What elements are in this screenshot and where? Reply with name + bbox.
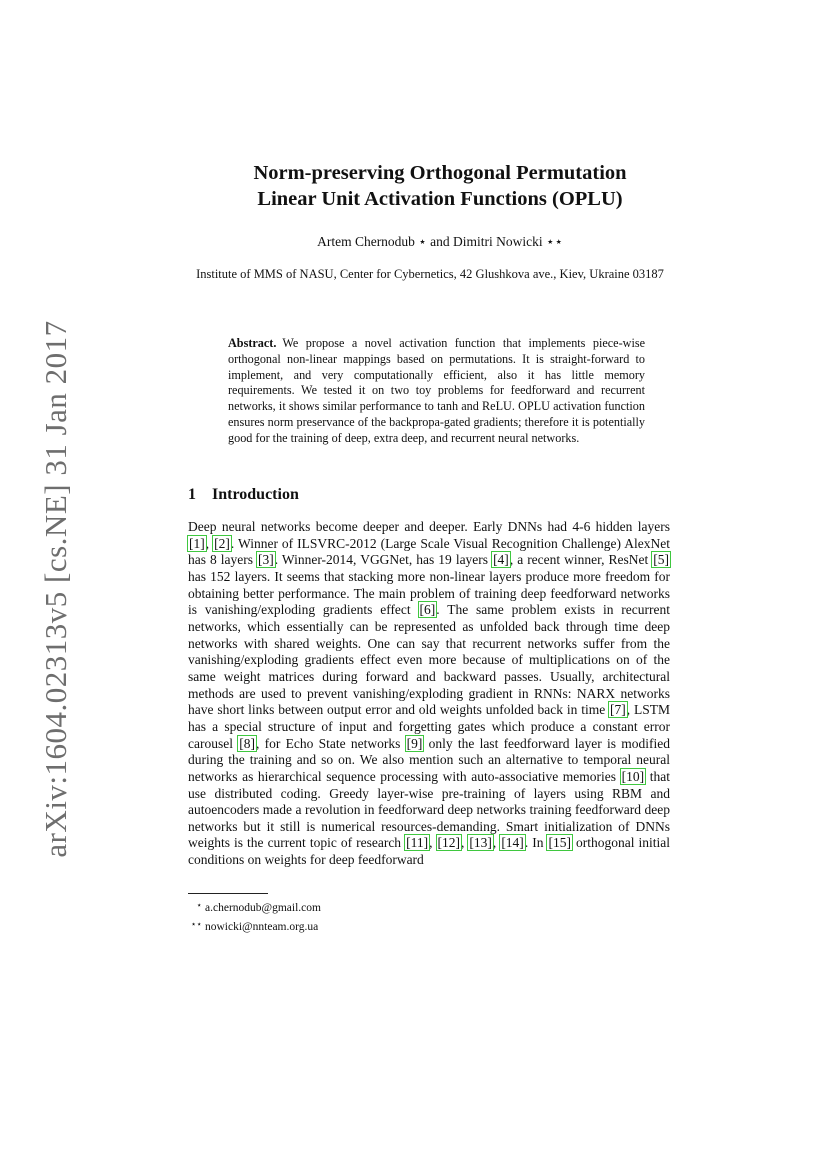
section-title: Introduction [212,486,299,503]
citation-link[interactable]: [9] [406,735,423,751]
intro-text: , LSTM has a special structure of input and forgetting gates which produce a constant error carousel [188,702,670,751]
citation-link[interactable]: [7] [610,702,626,718]
citation-link[interactable]: [15] [548,835,571,851]
citation-link[interactable]: [11] [406,835,429,851]
footnotes [188,898,321,935]
footnote-1 [188,898,321,917]
footnote-mark: ⋆⋆ [190,918,202,929]
intro-text: orthogonal initial conditions on weights for deep feedforward [188,835,671,868]
affiliation: Institute of MMS of NASU, Center for Cybernetics, 42 Glushkova ave., Kiev, Ukraine 03187 [196,267,664,281]
citation-link[interactable]: [1] [189,535,205,551]
abstract-heading: Abstract. [228,336,277,350]
footnote-2 [188,917,321,936]
section-heading [188,486,299,504]
abstract-text: We propose a novel activation function that implements piece-wise orthogonal non-linear mappings based on permutations. It is straight-forward to implement, and very computationally efficient, also it has little memory requirements. We tested it on two toy problems for feedforward and recurrent networks, it shows similar performance to tanh and ReLU. OPLU activation function ensures norm preservance of the backpropa-gated gradients; therefore it is potentially good for the training of deep, extra deep, and recurrent neural networks. [228,336,645,445]
footnote-email[interactable]: a.chernodub@gmail.com [205,902,321,914]
intro-text: has 152 layers. It seems that stacking more non-linear layers produce more freedom for obtaining better performance. The main problem of training deep feedforward networks is vanishing/exploding gradients effect [188,568,670,618]
citation-link[interactable]: [2] [214,535,230,551]
intro-text: only the last feedforward layer is modified during the training and so on. We also mention such an alternative to temporal neural networks as hierarchical sequence processing with auto-associative memories [188,735,670,784]
abstract [228,336,645,447]
title-line-2: Linear Unit Activation Functions (OPLU) [257,188,623,210]
citation-link[interactable]: [13] [469,835,492,851]
citation-link[interactable]: [6] [419,602,436,618]
citation-link[interactable]: [4] [493,552,509,568]
intro-text: . Winner-2014, VGGNet, has 19 layers [274,552,493,568]
footnote-mark: ⋆ [196,900,202,910]
intro-text: , a recent winner, ResNet [509,552,653,568]
intro-text: , [461,835,469,851]
footnote-email[interactable]: nowicki@nnteam.org.ua [205,920,319,933]
citation-link[interactable]: [5] [653,552,669,568]
paper-title [160,160,720,212]
citation-link[interactable]: [8] [239,735,255,751]
footnote-divider [188,893,268,894]
citation-link[interactable]: [14] [501,835,524,851]
citation-link[interactable]: [3] [258,552,274,568]
citation-link[interactable]: [10] [621,768,645,784]
intro-text: , [205,535,214,551]
intro-text: Deep neural networks become deeper and deeper. Early DNNs had 4-6 hidden layers [188,519,670,534]
intro-paragraph [188,519,670,869]
intro-text: , [429,835,437,851]
section-number: 1 [188,486,196,503]
intro-text: , for Echo State networks [255,735,406,751]
intro-text: . Winner of ILSVRC-2012 (Large Scale Visual Recognition Challenge) AlexNet has 8 layers [188,535,670,568]
intro-text: that use distributed coding. Greedy layer-wise pre-training of layers using RBM and autoencoders made a revolution in feedforward deep networks training feedforward deep networks but it still is numerical resources-demanding. Smart initialization of DNNs weights is the current topic of research [188,768,670,851]
intro-text: , [492,835,501,851]
title-line-1: Norm-preserving Orthogonal Permutation [253,162,627,184]
intro-text: . The same problem exists in recurrent networks, which essentially can be represented as unfolded back through time deep networks with shared weights. One can say that recurrent networks suffer from the vanishing/exploding gradients effect even more because of multiplications on of the same weight matrices during forward and backward passes. Usually, architectural methods are used to prevent vanishing/exploding gradient in RNNs: NARX networks have short links between output error and old weights unfolded back in time [188,602,670,718]
authors: Artem Chernodub ⋆ and Dimitri Nowicki ⋆⋆ [317,234,563,249]
citation-link[interactable]: [12] [437,835,460,851]
intro-text: . In [524,835,548,851]
arxiv-stamp: arXiv:1604.02313v5 [cs.NE] 31 Jan 2017 [38,320,73,858]
